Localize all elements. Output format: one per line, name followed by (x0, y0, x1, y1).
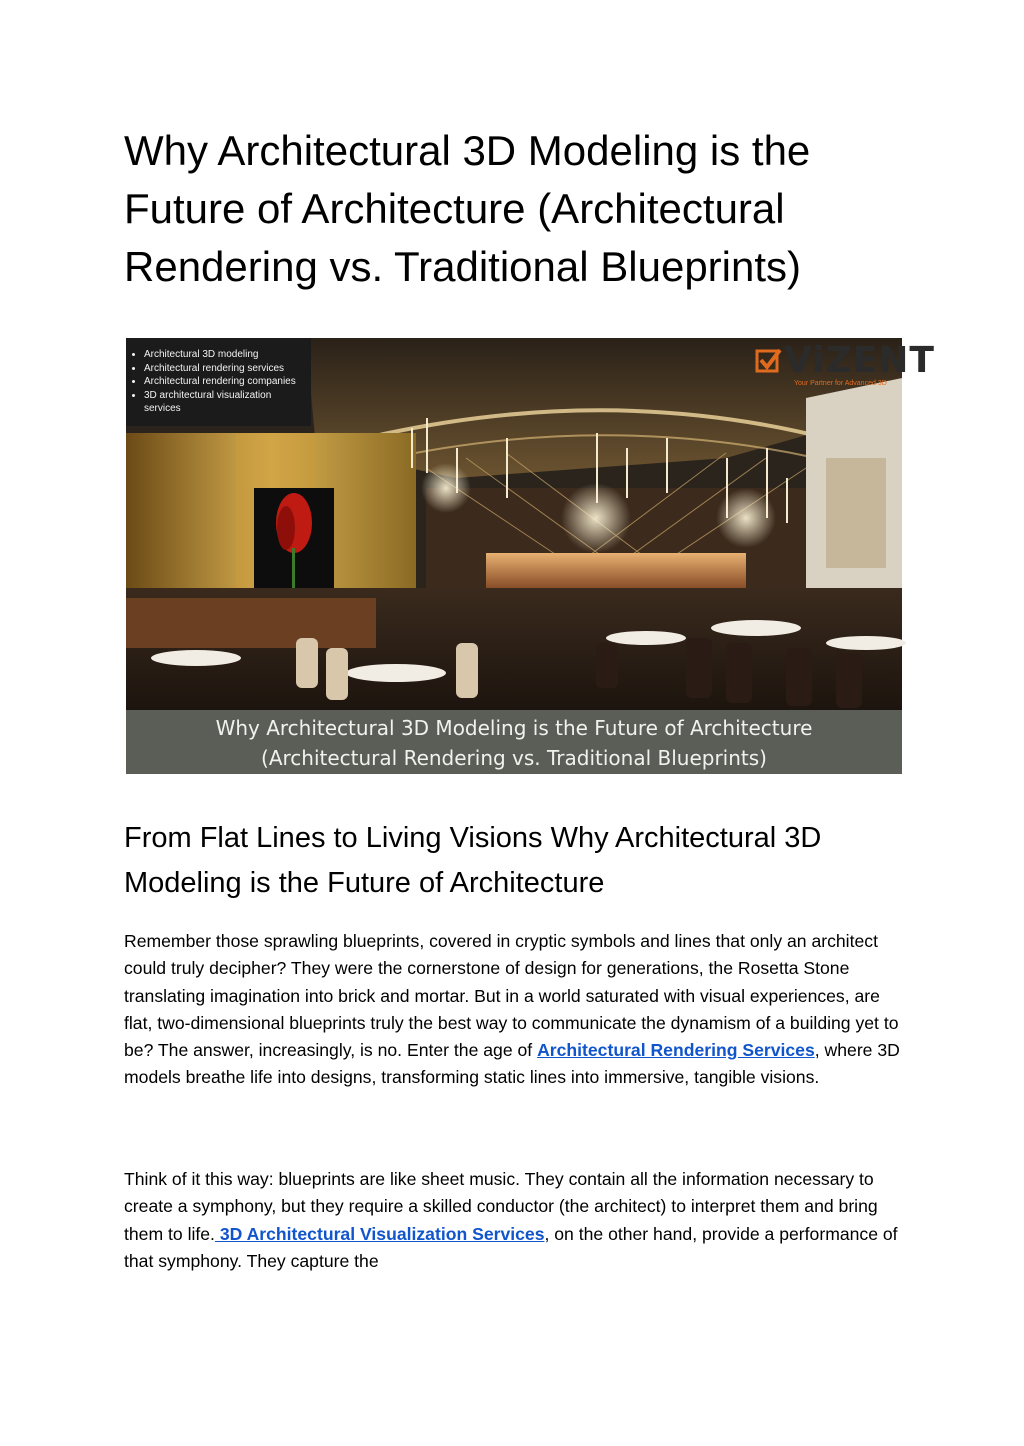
paragraph-2-text-before: Think of it this way: blueprints are like sheet music. They contain all the information necessary to create a symphony, but they require a skilled conductor (the architect) to interpret them and bring them to life. (124, 1169, 878, 1244)
paragraph-2-text-after: , on the other hand, provide a performance of that symphony. They capture the (124, 1223, 898, 1271)
hero-bullet-list (126, 338, 311, 426)
hero-bullet: • Architectural rendering companies (144, 375, 305, 389)
hero-bullet: • 3D architectural visualization services (144, 389, 305, 416)
paragraph-1 (124, 928, 904, 1092)
hero-bullet: • Architectural rendering services (144, 362, 305, 376)
logo-tagline: Your Partner for Advanced 3D (794, 380, 887, 387)
logo-wordmark: ViZENT (784, 340, 935, 381)
checkmark-icon (756, 348, 782, 374)
vizent-logo (754, 340, 935, 390)
paragraph-1-text-after: , where 3D models breathe life into designs, transforming static lines into immersive, tangible visions. (124, 1040, 900, 1088)
hero-caption-line1: Why Architectural 3D Modeling is the Future of Architecture (215, 716, 813, 740)
hero-image (126, 338, 935, 774)
hero-bullet: • Architectural 3D modeling (144, 348, 305, 362)
3d-visualization-services-link[interactable]: 3D Architectural Visualization Services (214, 1223, 545, 1244)
paragraph-1-text-before: Remember those sprawling blueprints, covered in cryptic symbols and lines that only an architect could truly decipher? They were the cornerstone of design for generations, the Rosetta Stone translating imagination into brick and mortar. But in a world saturated with visual experiences, are flat, two-dimensional blueprints truly the best way to communicate the dynamism of a building yet to be? The answer, increasingly, is no. Enter the age of (124, 931, 899, 1061)
section-heading: From Flat Lines to Living Visions Why Architectural 3D Modeling is the Future of Architecture (124, 822, 822, 899)
hero-caption-line2: (Architectural Rendering vs. Traditional Blueprints) (261, 746, 767, 770)
architectural-rendering-services-link[interactable]: Architectural Rendering Services (537, 1040, 815, 1061)
hero-caption (126, 710, 902, 774)
document-title: Why Architectural 3D Modeling is the Future of Architecture (Architectural Rendering vs. Traditional Blueprints) (124, 127, 811, 290)
paragraph-2 (124, 1166, 904, 1275)
